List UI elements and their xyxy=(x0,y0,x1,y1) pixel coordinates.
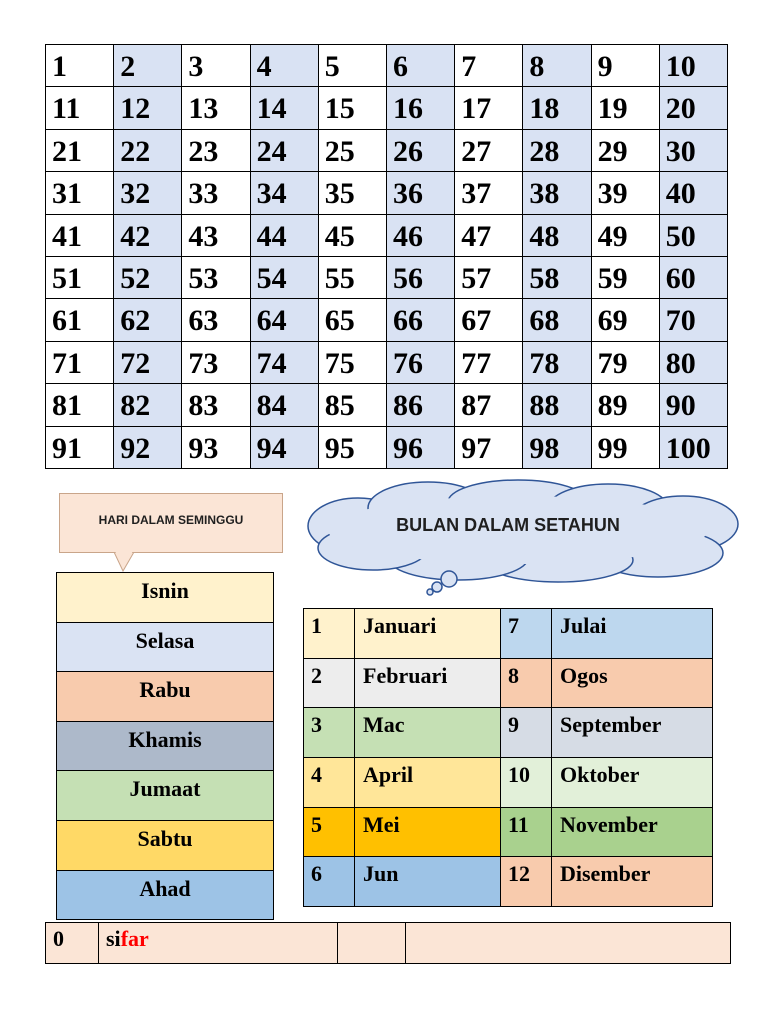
month-name: Julai xyxy=(552,609,713,659)
number-cell: 74 xyxy=(251,342,319,384)
month-name: September xyxy=(552,708,713,758)
month-row xyxy=(304,609,713,659)
month-name: November xyxy=(552,807,713,857)
month-name: Disember xyxy=(552,857,713,907)
number-cell: 72 xyxy=(114,342,182,384)
zero-number: 0 xyxy=(46,923,99,964)
month-name: April xyxy=(355,757,501,807)
number-cell: 16 xyxy=(387,87,455,129)
day-item: Isnin xyxy=(57,573,273,623)
day-item: Sabtu xyxy=(57,821,273,871)
number-cell: 49 xyxy=(592,215,660,257)
number-cell: 64 xyxy=(251,299,319,341)
hundred-chart xyxy=(45,44,728,469)
number-cell: 93 xyxy=(182,427,250,469)
number-cell: 42 xyxy=(114,215,182,257)
number-cell: 31 xyxy=(46,172,114,214)
number-cell: 52 xyxy=(114,257,182,299)
number-cell: 8 xyxy=(523,45,591,87)
number-cell: 83 xyxy=(182,384,250,426)
number-cell: 45 xyxy=(319,215,387,257)
month-number: 8 xyxy=(501,658,552,708)
number-cell: 85 xyxy=(319,384,387,426)
number-cell: 30 xyxy=(660,130,728,172)
number-cell: 58 xyxy=(523,257,591,299)
zero-word xyxy=(99,923,338,964)
number-cell: 78 xyxy=(523,342,591,384)
number-cell: 100 xyxy=(660,427,728,469)
number-cell: 81 xyxy=(46,384,114,426)
number-cell: 92 xyxy=(114,427,182,469)
number-cell: 41 xyxy=(46,215,114,257)
empty-cell xyxy=(338,923,406,964)
number-cell: 62 xyxy=(114,299,182,341)
number-cell: 19 xyxy=(592,87,660,129)
number-cell: 66 xyxy=(387,299,455,341)
number-cell: 35 xyxy=(319,172,387,214)
number-cell: 25 xyxy=(319,130,387,172)
number-cell: 61 xyxy=(46,299,114,341)
number-cell: 37 xyxy=(455,172,523,214)
number-cell: 11 xyxy=(46,87,114,129)
number-cell: 7 xyxy=(455,45,523,87)
month-name: Ogos xyxy=(552,658,713,708)
number-cell: 53 xyxy=(182,257,250,299)
day-item: Jumaat xyxy=(57,771,273,821)
number-cell: 87 xyxy=(455,384,523,426)
months-cloud xyxy=(298,478,750,598)
number-cell: 82 xyxy=(114,384,182,426)
number-cell: 98 xyxy=(523,427,591,469)
number-cell: 18 xyxy=(523,87,591,129)
number-cell: 39 xyxy=(592,172,660,214)
number-cell: 12 xyxy=(114,87,182,129)
month-number: 3 xyxy=(304,708,355,758)
number-cell: 14 xyxy=(251,87,319,129)
month-name: Oktober xyxy=(552,757,713,807)
number-cell: 27 xyxy=(455,130,523,172)
number-cell: 69 xyxy=(592,299,660,341)
day-item: Khamis xyxy=(57,722,273,772)
number-cell: 73 xyxy=(182,342,250,384)
number-cell: 68 xyxy=(523,299,591,341)
number-cell: 88 xyxy=(523,384,591,426)
number-cell: 13 xyxy=(182,87,250,129)
month-number: 6 xyxy=(304,857,355,907)
number-cell: 40 xyxy=(660,172,728,214)
number-cell: 2 xyxy=(114,45,182,87)
number-cell: 47 xyxy=(455,215,523,257)
month-number: 9 xyxy=(501,708,552,758)
number-cell: 54 xyxy=(251,257,319,299)
months-cloud-label: BULAN DALAM SETAHUN xyxy=(396,515,620,535)
number-cell: 67 xyxy=(455,299,523,341)
number-cell: 9 xyxy=(592,45,660,87)
month-row xyxy=(304,708,713,758)
number-cell: 1 xyxy=(46,45,114,87)
number-cell: 94 xyxy=(251,427,319,469)
number-cell: 46 xyxy=(387,215,455,257)
month-name: Januari xyxy=(355,609,501,659)
number-cell: 76 xyxy=(387,342,455,384)
month-number: 1 xyxy=(304,609,355,659)
number-cell: 60 xyxy=(660,257,728,299)
month-number: 10 xyxy=(501,757,552,807)
number-cell: 4 xyxy=(251,45,319,87)
number-cell: 17 xyxy=(455,87,523,129)
number-cell: 6 xyxy=(387,45,455,87)
number-cell: 70 xyxy=(660,299,728,341)
number-cell: 71 xyxy=(46,342,114,384)
day-item: Rabu xyxy=(57,672,273,722)
number-cell: 15 xyxy=(319,87,387,129)
number-cell: 97 xyxy=(455,427,523,469)
day-item: Selasa xyxy=(57,623,273,673)
number-cell: 63 xyxy=(182,299,250,341)
number-cell: 75 xyxy=(319,342,387,384)
days-callout xyxy=(59,493,285,553)
number-cell: 77 xyxy=(455,342,523,384)
number-cell: 86 xyxy=(387,384,455,426)
zero-word-prefix: si xyxy=(106,926,121,951)
number-cell: 50 xyxy=(660,215,728,257)
number-cell: 24 xyxy=(251,130,319,172)
days-list xyxy=(56,572,274,920)
zero-word-suffix: far xyxy=(120,926,149,951)
number-cell: 95 xyxy=(319,427,387,469)
number-cell: 55 xyxy=(319,257,387,299)
number-cell: 33 xyxy=(182,172,250,214)
number-cell: 80 xyxy=(660,342,728,384)
month-name: Jun xyxy=(355,857,501,907)
number-cell: 43 xyxy=(182,215,250,257)
month-row xyxy=(304,857,713,907)
month-number: 12 xyxy=(501,857,552,907)
number-cell: 84 xyxy=(251,384,319,426)
month-row xyxy=(304,807,713,857)
number-cell: 38 xyxy=(523,172,591,214)
month-number: 5 xyxy=(304,807,355,857)
number-cell: 3 xyxy=(182,45,250,87)
number-cell: 5 xyxy=(319,45,387,87)
number-cell: 20 xyxy=(660,87,728,129)
number-cell: 59 xyxy=(592,257,660,299)
number-cell: 10 xyxy=(660,45,728,87)
month-name: Februari xyxy=(355,658,501,708)
number-cell: 32 xyxy=(114,172,182,214)
days-callout-label: HARI DALAM SEMINGGU xyxy=(98,513,244,527)
number-cell: 96 xyxy=(387,427,455,469)
day-item: Ahad xyxy=(57,871,273,921)
empty-cell xyxy=(406,923,731,964)
number-cell: 90 xyxy=(660,384,728,426)
number-cell: 57 xyxy=(455,257,523,299)
number-cell: 21 xyxy=(46,130,114,172)
number-cell: 91 xyxy=(46,427,114,469)
months-table xyxy=(303,608,713,907)
month-number: 4 xyxy=(304,757,355,807)
number-cell: 44 xyxy=(251,215,319,257)
number-cell: 22 xyxy=(114,130,182,172)
zero-row xyxy=(45,922,731,964)
number-cell: 28 xyxy=(523,130,591,172)
number-cell: 29 xyxy=(592,130,660,172)
number-cell: 23 xyxy=(182,130,250,172)
month-name: Mac xyxy=(355,708,501,758)
cloud-shape xyxy=(298,478,750,598)
number-cell: 34 xyxy=(251,172,319,214)
number-cell: 48 xyxy=(523,215,591,257)
month-row xyxy=(304,757,713,807)
number-cell: 56 xyxy=(387,257,455,299)
number-cell: 36 xyxy=(387,172,455,214)
number-cell: 65 xyxy=(319,299,387,341)
number-cell: 51 xyxy=(46,257,114,299)
month-number: 2 xyxy=(304,658,355,708)
number-cell: 26 xyxy=(387,130,455,172)
number-cell: 79 xyxy=(592,342,660,384)
month-number: 11 xyxy=(501,807,552,857)
month-row xyxy=(304,658,713,708)
number-cell: 99 xyxy=(592,427,660,469)
month-name: Mei xyxy=(355,807,501,857)
number-cell: 89 xyxy=(592,384,660,426)
month-number: 7 xyxy=(501,609,552,659)
